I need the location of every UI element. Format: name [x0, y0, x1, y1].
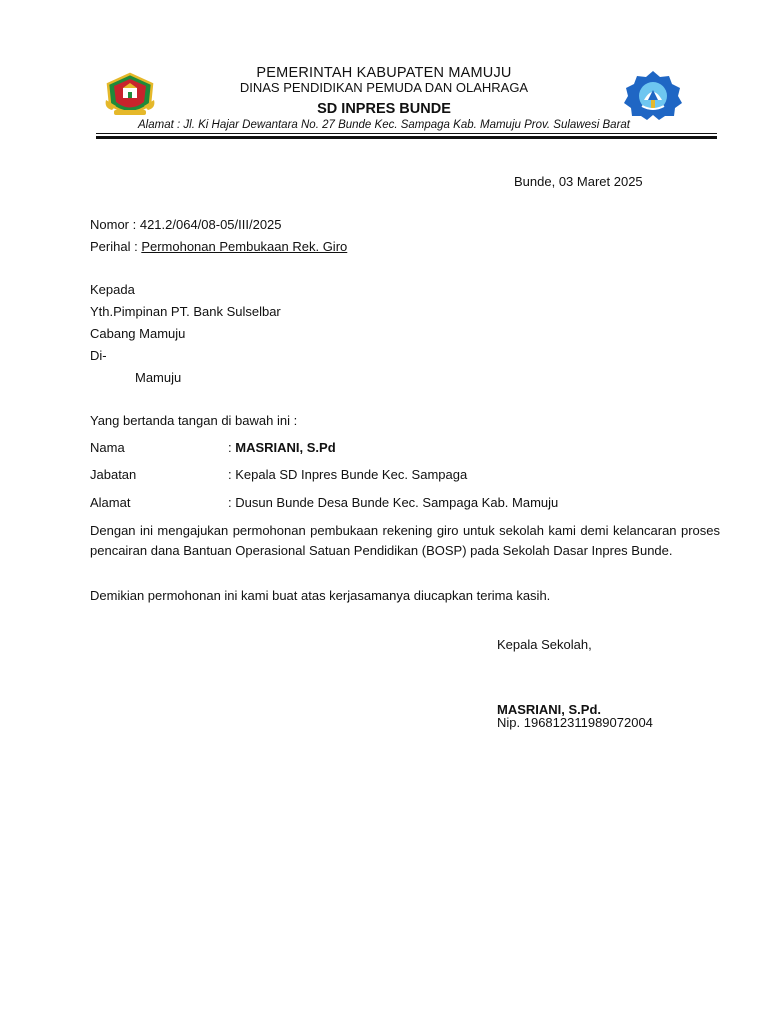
recipient-kepada: Kepada	[90, 282, 135, 297]
nomor-value: 421.2/064/08-05/III/2025	[139, 217, 282, 232]
signature-name: MASRIANI, S.Pd.	[497, 702, 602, 717]
school-address: Alamat : Jl. Ki Hajar Dewantara No. 27 Bunde Kec. Sampaga Kab. Mamuju Prov. Sulawesi Barat	[138, 119, 630, 131]
signature-title: Kepala Sekolah,	[497, 637, 592, 652]
recipient-name: Yth.Pimpinan PT. Bank Sulselbar	[90, 304, 281, 319]
perihal-line	[90, 239, 347, 254]
nomor-label: Nomor :	[90, 217, 140, 232]
recipient-city: Mamuju	[135, 370, 182, 385]
government-name: PEMERINTAH KABUPATEN MAMUJU	[256, 65, 512, 81]
recipient-branch: Cabang Mamuju	[90, 326, 186, 341]
identity-name-bold: MASRIANI, S.Pd	[235, 440, 336, 455]
nomor-line	[90, 217, 282, 232]
letterhead-divider-thin	[96, 133, 717, 134]
identity-value-nama	[228, 440, 336, 455]
body-paragraph: Dengan ini mengajukan permohonan pembukaan rekening giro untuk sekolah kami demi kelancaran proses pencairan dana Bantuan Operasional Satuan Pendidikan (BOSP) pada Sekolah Dasar Inpres Bunde.	[90, 523, 720, 558]
recipient-di: Di-	[90, 348, 107, 363]
agency-name: DINAS PENDIDIKAN PEMUDA DAN OLAHRAGA	[239, 80, 529, 95]
identity-label-nama: Nama	[90, 440, 125, 455]
identity-label-jabatan: Jabatan	[90, 467, 137, 482]
perihal-value: Permohonan Pembukaan Rek. Giro	[141, 239, 348, 254]
perihal-label: Perihal :	[90, 239, 142, 254]
letterhead-divider-thick	[96, 136, 717, 139]
place-date: Bunde, 03 Maret 2025	[514, 174, 643, 189]
identity-value-jabatan: : Kepala SD Inpres Bunde Kec. Sampaga	[228, 467, 468, 482]
identity-colon: :	[228, 440, 236, 455]
identity-label-alamat: Alamat	[90, 495, 131, 510]
intro-text: Yang bertanda tangan di bawah ini :	[90, 413, 298, 428]
signature-nip: Nip. 196812311989072004	[497, 715, 653, 730]
identity-value-alamat: : Dusun Bunde Desa Bunde Kec. Sampaga Kab. Mamuju	[228, 495, 559, 510]
school-name: SD INPRES BUNDE	[317, 101, 451, 117]
closing-text: Demikian permohonan ini kami buat atas kerjasamanya diucapkan terima kasih.	[90, 588, 551, 603]
